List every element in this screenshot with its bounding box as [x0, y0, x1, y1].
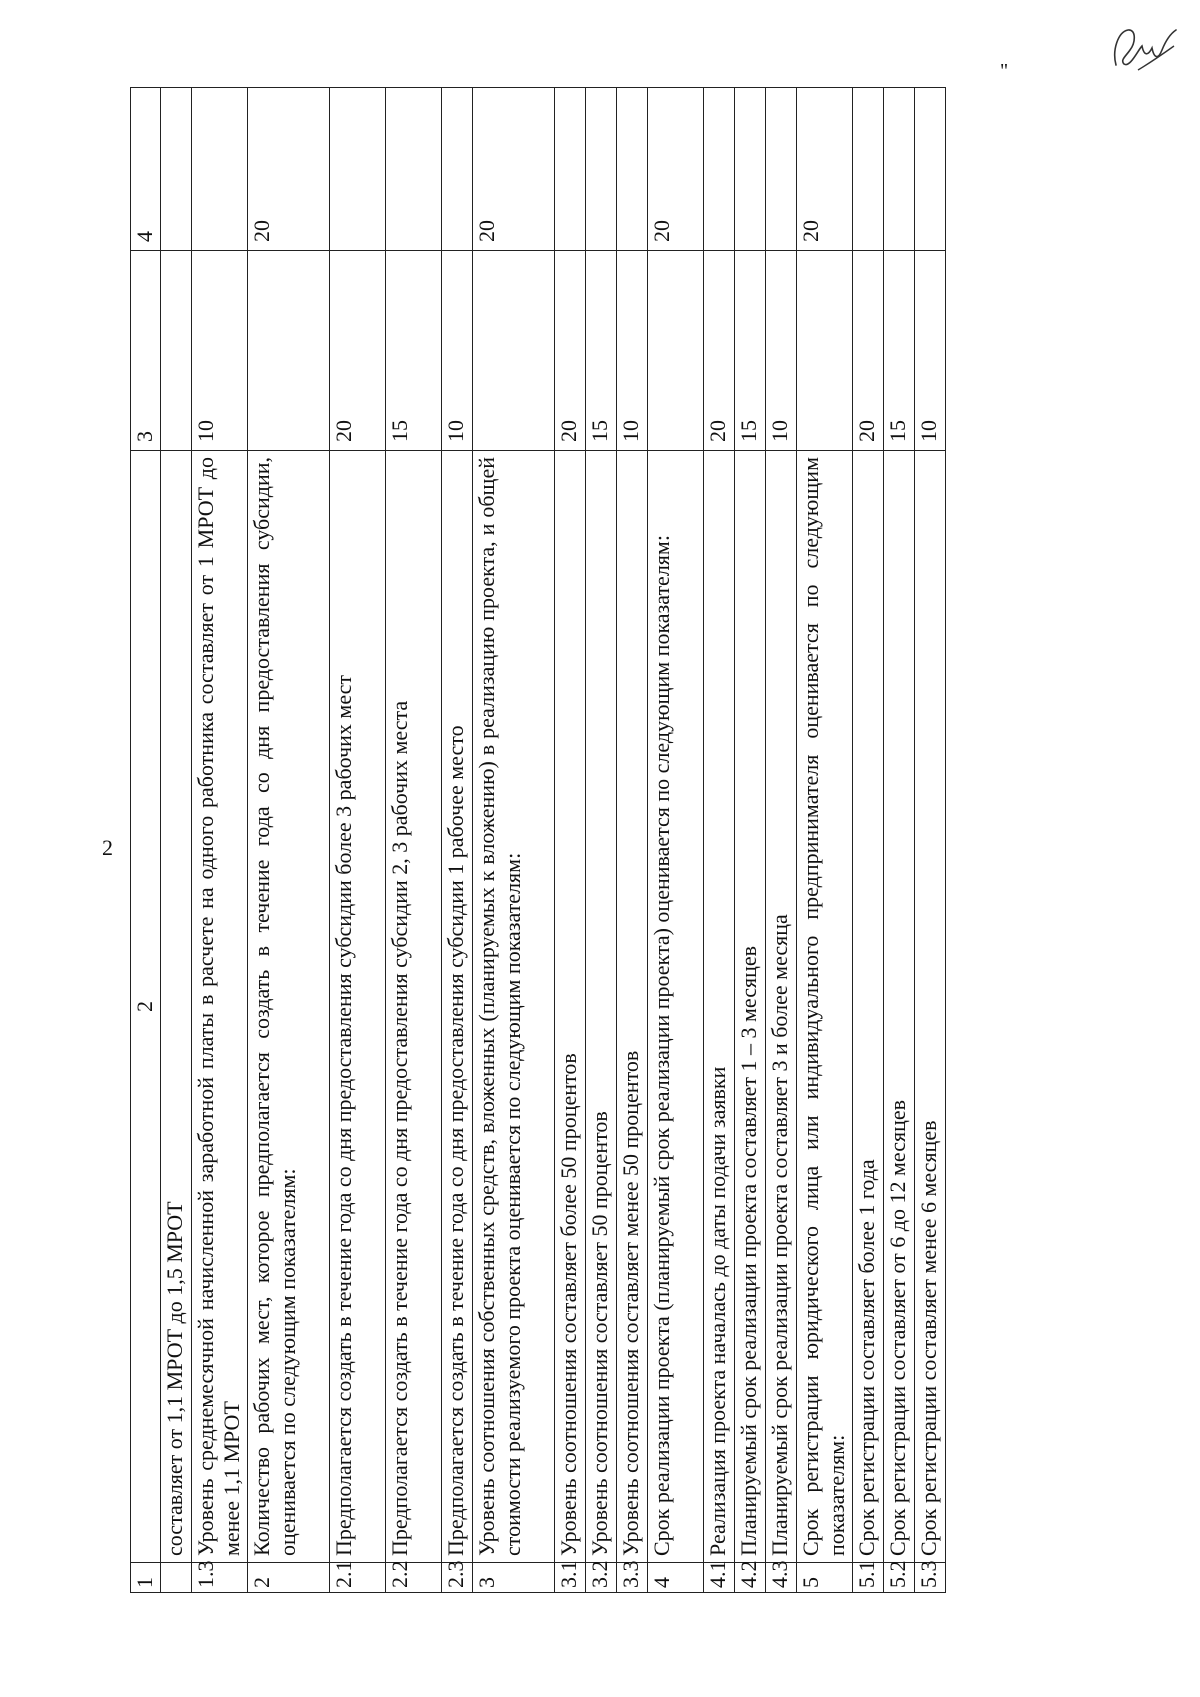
row-max-score [161, 88, 192, 251]
row-number: 3 [473, 1563, 555, 1593]
row-criterion-text: Срок реализации проекта (планируемый срок реализации проекта) оценивается по следующим показателям: [648, 451, 704, 1563]
row-max-score [617, 88, 648, 251]
table-row [648, 88, 704, 1593]
table-row [915, 88, 946, 1593]
row-max-score [442, 88, 473, 251]
row-number: 3.2 [586, 1563, 617, 1593]
table-row [386, 88, 442, 1593]
row-number: 4.1 [704, 1563, 735, 1593]
row-max-score [884, 88, 915, 251]
row-score: 20 [853, 251, 884, 451]
table-row [442, 88, 473, 1593]
row-criterion-text: Реализация проекта началась до даты подачи заявки [704, 451, 735, 1563]
row-number: 2.1 [330, 1563, 386, 1593]
row-max-score [915, 88, 946, 251]
scoring-table [130, 87, 946, 1593]
table-row [617, 88, 648, 1593]
row-max-score [192, 88, 248, 251]
row-number: 5.1 [853, 1563, 884, 1593]
table-row [473, 88, 555, 1593]
table-row [555, 88, 586, 1593]
header-col-3: 3 [131, 251, 161, 451]
row-score [473, 251, 555, 451]
table-row [161, 88, 192, 1593]
row-number: 2.3 [442, 1563, 473, 1593]
row-score: 10 [915, 251, 946, 451]
row-criterion-text: Предполагается создать в течение года со дня предоставления субсидии более 3 рабочих мест [330, 451, 386, 1563]
row-number: 2 [248, 1563, 330, 1593]
row-score: 10 [617, 251, 648, 451]
row-criterion-text: Срок регистрации составляет от 6 до 12 месяцев [884, 451, 915, 1563]
row-criterion-text: Предполагается создать в течение года со дня предоставления субсидии 2, 3 рабочих места [386, 451, 442, 1563]
row-score: 15 [735, 251, 766, 451]
row-number: 5 [797, 1563, 853, 1593]
row-max-score [330, 88, 386, 251]
row-number: 4.2 [735, 1563, 766, 1593]
row-criterion-text: Количество рабочих мест, которое предполагается создать в течение года со дня предоставления субсидии, оценивается по следующим показателям: [248, 451, 330, 1563]
row-criterion-text: Планируемый срок реализации проекта составляет 1 – 3 месяцев [735, 451, 766, 1563]
header-col-2: 2 [131, 451, 161, 1563]
row-max-score: 20 [473, 88, 555, 251]
row-max-score: 20 [248, 88, 330, 251]
row-number: 4.3 [766, 1563, 797, 1593]
table-row [248, 88, 330, 1593]
closing-quote-mark: " [1000, 60, 1009, 82]
table-row [704, 88, 735, 1593]
row-max-score [853, 88, 884, 251]
header-col-4: 4 [131, 88, 161, 251]
row-number: 3.3 [617, 1563, 648, 1593]
row-criterion-text: Срок регистрации составляет более 1 года [853, 451, 884, 1563]
row-score [648, 251, 704, 451]
row-score: 20 [330, 251, 386, 451]
row-score: 15 [884, 251, 915, 451]
page-number: 2 [102, 835, 113, 860]
table-row [853, 88, 884, 1593]
row-number: 1.3 [192, 1563, 248, 1593]
row-number: 3.1 [555, 1563, 586, 1593]
row-criterion-text: Срок регистрации юридического лица или индивидуального предпринимателя оценивается по следующим показателям: [797, 451, 853, 1563]
table-row [797, 88, 853, 1593]
row-criterion-text: Уровень соотношения составляет более 50 процентов [555, 451, 586, 1563]
row-score [797, 251, 853, 451]
row-number: 5.3 [915, 1563, 946, 1593]
row-max-score: 20 [648, 88, 704, 251]
row-score [248, 251, 330, 451]
row-number: 5.2 [884, 1563, 915, 1593]
row-score: 10 [766, 251, 797, 451]
table-row [330, 88, 386, 1593]
row-criterion-text: Срок регистрации составляет менее 6 месяцев [915, 451, 946, 1563]
row-number: 4 [648, 1563, 704, 1593]
row-criterion-text: Предполагается создать в течение года со дня предоставления субсидии 1 рабочее место [442, 451, 473, 1563]
table-row [586, 88, 617, 1593]
row-max-score [555, 88, 586, 251]
row-criterion-text: Уровень соотношения собственных средств, вложенных (планируемых к вложению) в реализацию проекта, и общей стоимости реализуемого проекта оценивается по следующим показателям: [473, 451, 555, 1563]
table-row [766, 88, 797, 1593]
row-criterion-text: Уровень соотношения составляет 50 процентов [586, 451, 617, 1563]
row-number: 2.2 [386, 1563, 442, 1593]
table-row [192, 88, 248, 1593]
row-criterion-text: Уровень среднемесячной начисленной заработной платы в расчете на одного работника составляет от 1 МРОТ до менее 1,1 МРОТ [192, 451, 248, 1563]
row-score: 20 [704, 251, 735, 451]
rotated-page-content [130, 88, 1045, 1593]
row-score [161, 251, 192, 451]
table-row [735, 88, 766, 1593]
row-criterion-text: составляет от 1,1 МРОТ до 1,5 МРОТ [161, 451, 192, 1563]
table-header-row [131, 88, 161, 1593]
table-row [884, 88, 915, 1593]
row-score: 15 [586, 251, 617, 451]
row-score: 10 [442, 251, 473, 451]
row-max-score: 20 [797, 88, 853, 251]
row-max-score [586, 88, 617, 251]
row-criterion-text: Планируемый срок реализации проекта составляет 3 и более месяца [766, 451, 797, 1563]
handwritten-signature [1108, 20, 1183, 80]
row-score: 15 [386, 251, 442, 451]
row-max-score [386, 88, 442, 251]
row-max-score [704, 88, 735, 251]
header-col-1: 1 [131, 1563, 161, 1593]
row-max-score [766, 88, 797, 251]
row-score: 20 [555, 251, 586, 451]
row-criterion-text: Уровень соотношения составляет менее 50 процентов [617, 451, 648, 1563]
row-number [161, 1563, 192, 1593]
row-max-score [735, 88, 766, 251]
row-score: 10 [192, 251, 248, 451]
